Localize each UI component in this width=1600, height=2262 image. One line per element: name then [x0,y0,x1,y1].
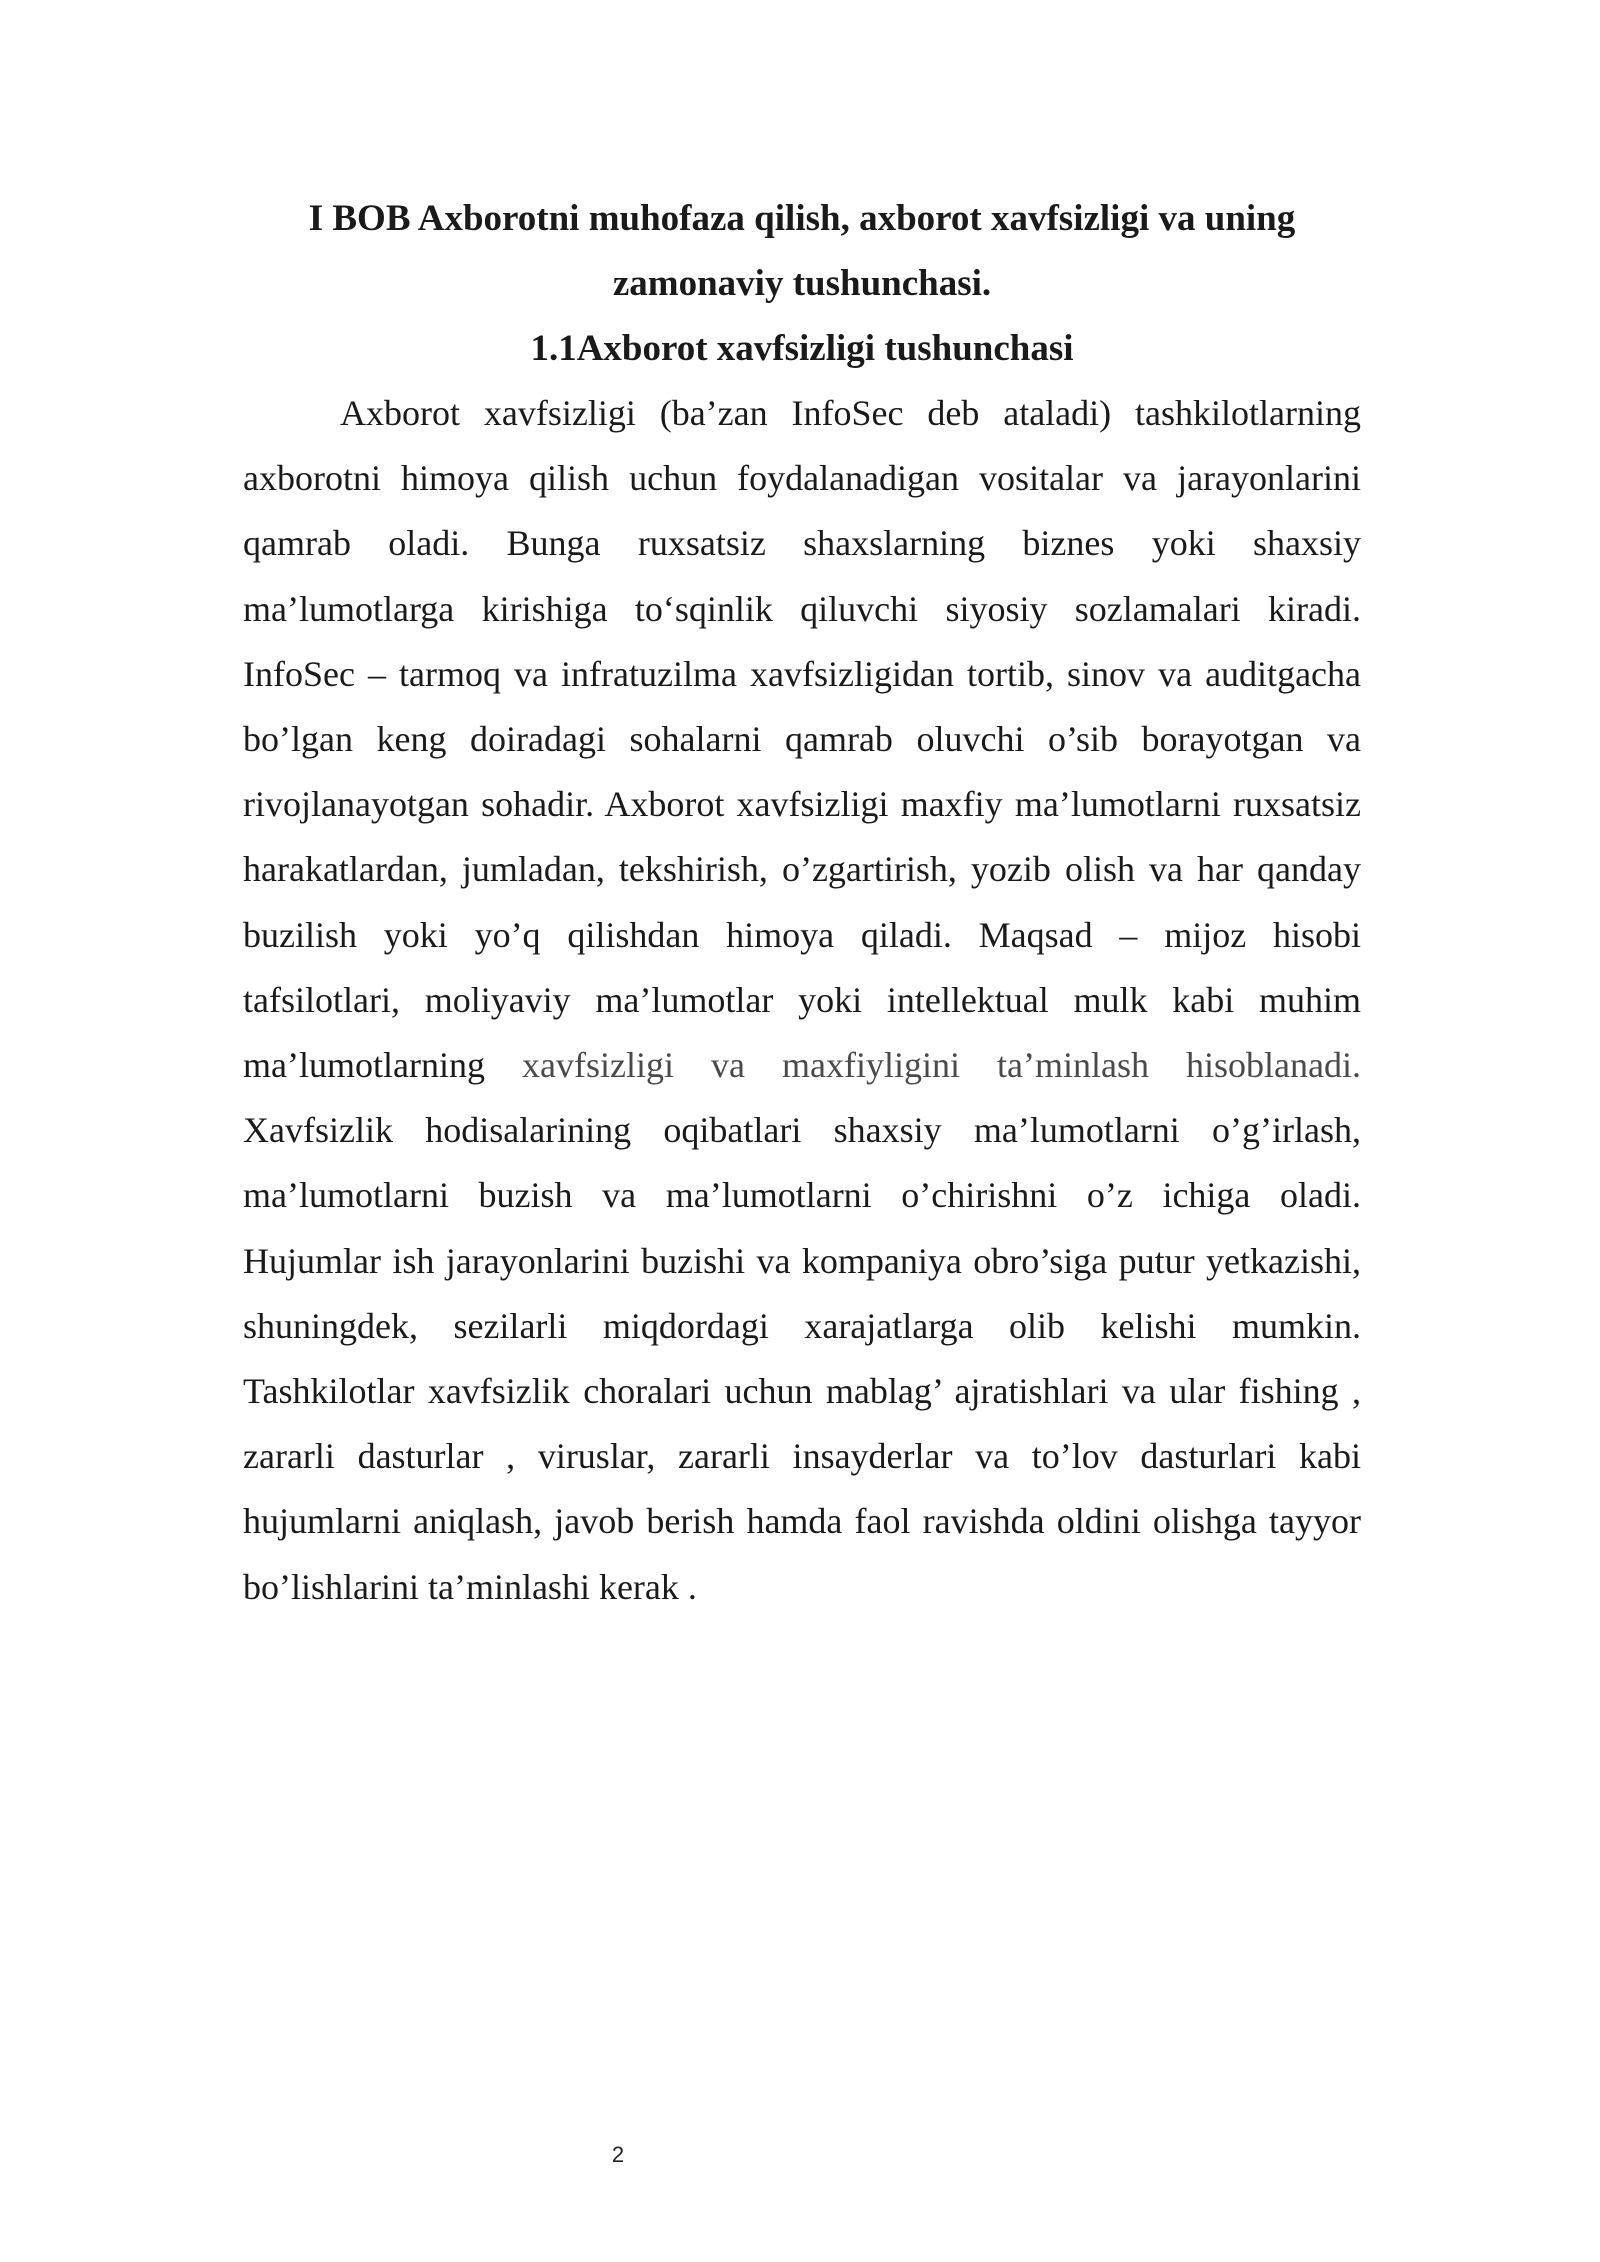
body-text-part-1: Axborot xavfsizligi (ba’zan InfoSec deb ataladi) tashkilotlarning axborotni himoya qilish uchun foydalanadigan vositalar va jarayonlarini qamrab oladi. Bunga ruxsatsiz shaxslarning biznes yoki shaxsiy ma’lumotlarga kirishiga to‘sqinlik qiluvchi siyosiy sozlamalari kiradi. InfoSec – tarmoq va infratuzilma xavfsizligidan tortib, sinov va auditgacha bo’lgan keng doiradagi sohalarni qamrab oluvchi o’sib borayotgan va rivojlanayotgan sohadir. Axborot xavfsizligi maxfiy ma’lumotlarni ruxsatsiz harakatlardan, jumladan, tekshirish, o’zgartirish, yozib olish va har qanday buzilish yoki yo’q qilishdan himoya qiladi. Maqsad – mijoz hisobi tafsilotlari, moliyaviy ma’lumotlar yoki intellektual mulk kabi muhim ma’lumotlarning [243,393,1361,1086]
page-number: 2 [611,2142,625,2167]
chapter-title: I BOB Axborotni muhofaza qilish, axborot xavfsizligi va uning zamonaviy tushunchasi. [308,198,1296,304]
page-content [243,186,1361,1620]
section-title: 1.1Axborot xavfsizligi tushunchasi [530,328,1074,369]
body-paragraph [243,381,1361,1620]
body-text-highlight: xavfsizligi va maxfiyligini ta’minlash hisoblanadi. [521,1045,1361,1086]
body-text-part-2: Xavfsizlik hodisalarining oqibatlari shaxsiy ma’lumotlarni o’g’irlash, ma’lumotlarni buzish va ma’lumotlarni o’chirishni o’z ichiga oladi. Hujumlar ish jarayonlarini buzishi va kompaniya obro’siga putur yetkazishi, shuningdek, sezilarli miqdordagi xarajatlarga olib kelishi mumkin. Tashkilotlar xavfsizlik choralari uchun mablag’ ajratishlari va ular fishing , zararli dasturlar , viruslar, zararli insayderlar va to’lov dasturlari kabi hujumlarni aniqlash, javob berish hamda faol ravishda oldini olishga tayyor bo’lishlarini ta’minlashi kerak . [243,1110,1361,1607]
